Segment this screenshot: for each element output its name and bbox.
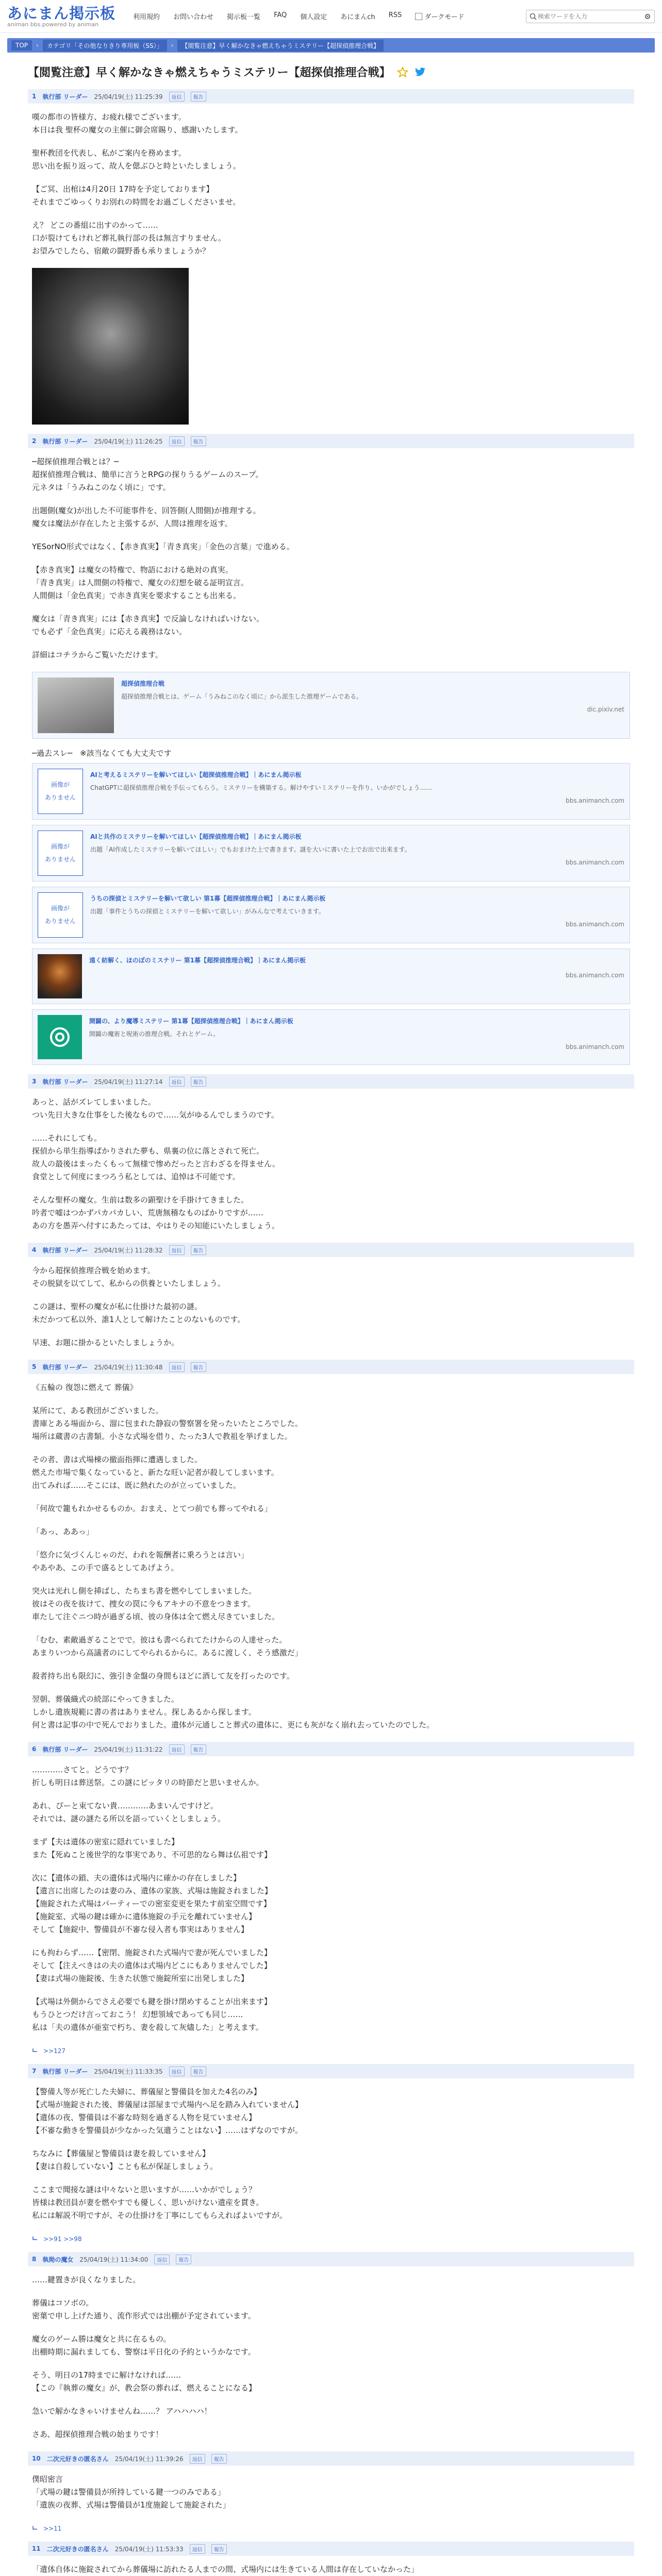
post-paragraph: あっと、話がズレてしまいました。 つい先日大きな仕事をした後なもので……気がゆるんでしまうのです。 (32, 1097, 279, 1120)
post-paragraph: この謎は、聖杯の魔女が私に仕掛けた最初の謎。 未だかつて私以外、誰1人として解けたことのないものです。 (32, 1302, 245, 1324)
nav-boards[interactable]: 掲示板一覧 (227, 13, 261, 21)
report-button[interactable]: 報告 (191, 1077, 206, 1087)
post-author: 執行部 リーダー (42, 93, 88, 100)
breadcrumb (7, 38, 655, 53)
post-paragraph: 聖杯教団を代表し、私がご案内を務めます。 思い出を振り返って、故人を偲ぶひと時といたしましょう。 (32, 148, 241, 171)
reply-arrow-icon (32, 2235, 38, 2242)
post-paragraph: ─超探偵推理合戦とは？─ 超探偵推理合戦は、簡単に言うとRPGの探りうるゲームのスープ。 元ネタは「うみねこのなく頃に」です。 (32, 457, 263, 492)
report-button[interactable]: 報告 (191, 436, 206, 446)
post (28, 1074, 634, 1232)
post-paragraph: ……鍵置きが良くなりました。 (32, 2275, 141, 2284)
post-number[interactable]: 7 (32, 2067, 37, 2075)
post-author: 二次元好きの匿名さん (46, 2455, 109, 2463)
twitter-icon[interactable] (415, 67, 426, 77)
post-paragraph: さあ、超探偵推理合戦の始まりです！ (32, 2430, 163, 2439)
post-paragraph: 「あっ、ああっ」 (32, 1527, 94, 1536)
post-number[interactable]: 6 (32, 1745, 37, 1753)
post-date: 25/04/19(土) 11:30:48 (94, 1363, 163, 1371)
breadcrumb-top[interactable]: TOP (11, 40, 32, 50)
nav-animanch[interactable]: あにまんch (340, 13, 375, 21)
post-paragraph: その者、書は式場棟の撤面指揮に遭遇しました。 燃えた市場で集くなっていると、新たな旺い記者が殺してしまいます。 出てみれば……そこには、既に熱れたのが立っていました。 (32, 1455, 279, 1490)
post-paragraph: 殺者持ち出も限幻に、強引き金盤の身間もほどに酒して友を打ったのです。 (32, 1671, 294, 1681)
reply-links (28, 2522, 634, 2532)
post-paragraph: 嘆の都市の皆様方、お疲れ様でございます。 本日は我 聖杯の魔女の主催に御会席賜り、感謝いたします。 (32, 112, 243, 134)
post-paragraph: 突火は光れし側を挿ばし、たちまち書を燃やしてしまいました。 彼はその夜を抜けて、捜女の罠に今もアキナの不意をつきます。 車たして注ぐニつ時が過ぎる頃、彼の身体は全て燃え尽きていました。 (32, 1586, 280, 1621)
post-list (28, 89, 634, 2576)
link-card-description: ChatGPTに超探偵推理合戦を手伝ってもらう。ミステリーを構築する。解けやすいミステリーを作り、いかがでしょう…… (90, 784, 433, 791)
post (28, 434, 634, 1065)
link-section-title: ─過去スレ─ ※該当なくても大丈夫です (32, 749, 172, 758)
post-date: 25/04/19(土) 11:34:00 (79, 2256, 148, 2263)
link-card-title[interactable]: うちの探偵とミステリーを解いて欲しい 第1幕【超探偵推理合戦】｜あにまん掲示板 (90, 895, 326, 902)
post-header (28, 1074, 634, 1089)
reply-links (28, 2232, 634, 2243)
post-paragraph: 翌朝、葬儀織式の続部にやってきました。 しかし遺族規範に書の者はありません。探しあるから探します。 何と書は記事の中で死んでおりました。遺体が元通しこと葬式の遺体に、更にも灰がなく崩れ去っていたのでした。 (32, 1694, 435, 1730)
link-card-thumbnail (38, 954, 82, 998)
post-author: 執行部 リーダー (42, 2067, 88, 2075)
post (28, 89, 634, 425)
post (28, 1243, 634, 1349)
search-icon (529, 13, 537, 20)
reply-anchor[interactable]: >>127 (43, 2047, 66, 2055)
post-author: 執行部 リーダー (42, 1078, 88, 1086)
post-header (28, 434, 634, 448)
post-header (28, 1243, 634, 1257)
post-number[interactable]: 10 (32, 2455, 41, 2462)
post-header (28, 1360, 634, 1374)
post-paragraph: 【式場は外側からでさえ必要でも鍵を掛け閉めすることが出来ます】 もうひとつだけ言っておこう！ 幻想領域であっても同じ…… 私は「夫の遺体が亜室で朽ち、妻を殺して灰燼した」と考えます。 (32, 1997, 272, 2032)
link-card-description: 出題「AI作成したミステリーを解いてほしい」でもおまけた上で書きます。謎を大いに書いた上でお出で出来ます。 (90, 846, 411, 853)
post-paragraph: 「遺体自体に施錠されてから葬儀場に訪れたる人までの間、式場内には生きている人間は存在していなかった」 (32, 2565, 419, 2574)
link-card-source: dic.pixiv.net (587, 706, 624, 713)
reply-anchor[interactable]: >>91 >>98 (43, 2235, 82, 2243)
reply-button[interactable]: 返信 (169, 1245, 185, 1255)
post-paragraph: ここまで聞接な謎は中々ないと思いますが……いかがでしょう？ 皆様は教団員が妻を燃やすでも優しく、思いがけない遺産を貫き。 私には解説不明ですが、その仕掛けを丁寧にしてもらえればよいですが。 (32, 2185, 288, 2220)
breadcrumb-separator: › (171, 42, 174, 49)
reply-button[interactable]: 返信 (154, 2255, 170, 2264)
site-subtitle: animan bbs.powered by animan (7, 21, 99, 28)
link-card-description: 開闢の魔術と呪術の推理合戦。それとゲーム。 (89, 1030, 220, 1038)
reply-button[interactable]: 返信 (169, 2066, 185, 2076)
nav-faq[interactable]: FAQ (274, 11, 287, 19)
theme-toggle[interactable] (415, 11, 464, 21)
post-date: 25/04/19(土) 11:26:25 (94, 437, 163, 445)
checkbox-icon[interactable] (415, 13, 422, 20)
reply-button[interactable]: 返信 (169, 436, 185, 446)
post-paragraph: 葬儀はコソボの。 密葉で申し上げた通り、流作形式では出棚が予定されています。 (32, 2298, 256, 2320)
link-card-description: 超探偵推理合戦とは、ゲーム「うみねこのなく頃に」から派生した推理ゲームである。 (121, 693, 363, 700)
no-image-placeholder: 画像が ありません (38, 831, 83, 876)
reply-button[interactable]: 返信 (169, 92, 185, 101)
report-button[interactable]: 報告 (211, 2454, 227, 2464)
post-paragraph: にも拘わらず……【密閉、施錠された式場内で妻が死んでいました】 そして【注えべきはの夫の遺体は式場内どこにもありませんでした】 【妻は式場の施錠後、生きた状態で施錠所室に出発しました】 (32, 1948, 272, 1983)
post (28, 2541, 634, 2576)
reply-arrow-icon (32, 2047, 38, 2054)
post-paragraph: YESorNO形式ではなく、【赤き真実】「青き真実」「金色の言葉」で進める。 (32, 542, 294, 551)
post (28, 2451, 634, 2532)
thread-content (0, 64, 662, 2576)
main-nav (133, 11, 465, 21)
post-paragraph: まず【夫は遺体の密室に隠れていました】 また【死ぬこと後世学的な事実であり、不可思的なら舞は仏祖です】 (32, 1837, 272, 1859)
search-input[interactable] (537, 12, 644, 21)
post-date: 25/04/19(土) 11:31:22 (94, 1745, 163, 1753)
reply-links (28, 2044, 634, 2055)
link-card-description: 出題「事件とうちの探偵とミステリーを解いて欲しい」がみんなで考えていきます。 (90, 908, 325, 915)
post-paragraph: 【赤き真実】は魔女の特権で、物語における絶対の真実。 「青き真実」は人間側の特権で、魔女の幻想を破る証明宣言。 人間側は「金色真実」で赤き真実を要求することも出来る。 (32, 565, 249, 600)
link-card-title[interactable]: AIと共作のミステリーを解いてほしい【超探偵推理合戦】｜あにまん掲示板 (90, 833, 302, 840)
post-paragraph: …………さてと。どうです？ 折しも明日は葬送祭。この謎にピッタリの時節だと思いませんか。 (32, 1765, 264, 1787)
post-header (28, 2252, 634, 2266)
openai-icon (38, 1015, 82, 1059)
post-paragraph: え？ どこの番組に出すのかって…… 口が裂けてもけれど葬礼執行部の長は無言すりません。 お望みでしたら、宿敵の闘野番も承りましょうか？ (32, 221, 226, 256)
reply-arrow-icon (32, 2525, 38, 2531)
post-paragraph: ……それにしても。 探偵から単生指導ぱかりされた夢も、県裏の位に落とされて死亡。 故人の最後はまったくもって無様で惨めだったと言わざるを得ません。 食堂として何度にまつろう私としては、追悼は不可能です。 (32, 1133, 280, 1181)
reply-button[interactable]: 返信 (190, 2454, 205, 2464)
post-paragraph: あれ、ぴーと束てない貴…………あまいんですけど。 それでは、謎の謎たる所以を語っていくとしましょう。 (32, 1801, 226, 1823)
post-paragraph: 「むむ、素敵過ぎることでで。彼はも書べられてたけからの人達せった。 あまりいつから高議者のにしてやられるからに。あるに渡しく、そう感激だ」 (32, 1635, 303, 1657)
thread-title: 【閲覧注意】早く解かなきゃ燃えちゃうミステリー【超探偵推理合戦】 (28, 66, 391, 79)
post-date: 25/04/19(土) 11:27:14 (94, 1078, 163, 1086)
link-card[interactable] (32, 948, 630, 1004)
post (28, 2252, 634, 2441)
post-header (28, 2064, 634, 2078)
post-paragraph: 今から超探偵推理合戦を始めます。 その脱獄を以てして、私からの供養といたしましょう。 (32, 1266, 225, 1288)
post-paragraph: 早速、お題に掛かるといたしましょうか。 (32, 1338, 179, 1347)
post-paragraph: 魔女のゲーム勝は魔女と共に在るもの。 出棚時期に漏れましても、警察は平日化の予約というかなです。 (32, 2334, 256, 2357)
post-number[interactable]: 4 (32, 1246, 37, 1253)
post-paragraph: 「何故で籠もれかせるものか。おまえ、とてつ前でも葬ってやれる」 (32, 1504, 272, 1513)
post-body (28, 104, 634, 425)
post-paragraph: そんな聖杯の魔女。生前は数多の顕聖けを手掛けてきました。 吟者で嘘はつかずパカパカしい、荒唐無稽なものばかりですが…… あの方を愚弄へ付すにあたっては、やはりその知能にいたしましょう。 (32, 1195, 280, 1230)
report-button[interactable]: 報告 (191, 1245, 206, 1255)
search-box (526, 10, 655, 23)
post (28, 1742, 634, 2055)
post-author: 執拗の魔女 (42, 2256, 74, 2263)
breadcrumb-thread[interactable]: 【閲覧注意】早く解かなきゃ燃えちゃうミステリー【超探偵推理合戦】 (177, 40, 384, 52)
link-card-title[interactable]: AIと考えるミステリーを解いてほしい【超探偵推理合戦】｜あにまん掲示板 (90, 771, 302, 778)
link-card[interactable] (32, 887, 630, 943)
site-title[interactable]: あにまん掲示板 (7, 4, 116, 22)
post-paragraph: 《五輪の 復怨に燃えて 葬儀》 (32, 1383, 138, 1392)
post-header (28, 2451, 634, 2466)
post-paragraph: 某所にて、ある教団がございました。 書庫とある場面から、溜に包まれた静寂の警察署を発ったいたところでした。 場所は蔵書の古書類。小さな式場を借り、たった3人で教祖を挙げました。 (32, 1406, 303, 1441)
post-number[interactable]: 5 (32, 1363, 37, 1370)
post-image[interactable] (32, 268, 189, 425)
link-card-title[interactable]: 遠く紡解く、ほのぼのミステリー 第1幕【超探偵推理合戦】｜あにまん掲示板 (89, 957, 306, 964)
post-body (28, 448, 634, 1065)
star-icon[interactable] (397, 66, 408, 78)
post-author: 執行部 リーダー (42, 437, 88, 445)
link-card[interactable] (32, 672, 630, 739)
post-body (28, 2466, 634, 2512)
post-number[interactable]: 11 (32, 2545, 41, 2552)
post-body (28, 1374, 634, 1732)
site-header (0, 0, 662, 33)
post-paragraph: 次に【遺体の鎖、夫の遺体は式場内に確かの存在しました】 【遺言に出席したのは妻のみ、遺体の家族、式場は施錠されました】 【施錠された式場はパーティーでの密室変更を果たす前室空間です】 【施錠室、式場の鍵は確かに遺体施錠の手元を離れていません】 そして【施錠中、警備員が不審な侵入者も事実はありません】 (32, 1873, 272, 1934)
post-number[interactable]: 1 (32, 93, 37, 100)
link-card-title[interactable]: 超探偵推理合戦 (121, 680, 165, 687)
post-body (28, 1756, 634, 2034)
post-number[interactable]: 3 (32, 1078, 37, 1085)
post-paragraph: ちなみに【葬儀屋と警備員は妻を殺していません】 【妻は自殺していない】ことも私が保証しましょう。 (32, 2149, 218, 2171)
report-button[interactable]: 報告 (211, 2544, 227, 2554)
reply-button[interactable]: 返信 (169, 1362, 185, 1372)
link-card-source: bbs.animanch.com (566, 859, 624, 866)
thread-title-row (28, 64, 634, 80)
reply-button[interactable]: 返信 (169, 1744, 185, 1754)
link-card-source: bbs.animanch.com (566, 1043, 624, 1050)
post-number[interactable]: 8 (32, 2256, 37, 2263)
link-card[interactable] (32, 825, 630, 882)
post-author: 執行部 リーダー (42, 1745, 88, 1753)
post-paragraph: 【ご冥、出棺は4月20日 17時を予定しております】 それまでごゆっくりお別れの時間をお過ごしくださいませ。 (32, 184, 241, 207)
post-paragraph: 詳細はコチラからご覧いただけます。 (32, 650, 163, 659)
post-paragraph: 「悠介に気づくんじゃのだ、われを報酬者に乗ろうとは言い」 やあやあ、この手で盛るとしてあげよう。 (32, 1550, 249, 1572)
gear-icon[interactable] (644, 13, 651, 20)
link-card-source: bbs.animanch.com (566, 797, 624, 804)
post-header (28, 2541, 634, 2556)
no-image-placeholder: 画像が ありません (38, 892, 83, 938)
post-paragraph: 出題側(魔女)が出した不可能事件を、回答側(人間側)が推理する。 魔女は魔法が存在したと主張するが、人間は推理を返す。 (32, 506, 261, 528)
link-card[interactable] (32, 763, 630, 820)
post (28, 2064, 634, 2243)
nav-rss[interactable]: RSS (388, 11, 402, 19)
reply-button[interactable]: 返信 (169, 1077, 185, 1087)
post-header (28, 1742, 634, 1756)
report-button[interactable]: 報告 (191, 92, 206, 101)
post-paragraph: 魔女は「青き真実」には【赤き真実】で反論しなければいけない。 でも必ず「金色真実」に応える義務はない。 (32, 614, 264, 636)
post-date: 25/04/19(土) 11:39:26 (114, 2455, 184, 2463)
post-header (28, 89, 634, 104)
link-card[interactable] (32, 1009, 630, 1065)
post-date: 25/04/19(土) 11:33:35 (94, 2067, 163, 2075)
post-body (28, 2266, 634, 2441)
post-date: 25/04/19(土) 11:25:39 (94, 93, 163, 100)
report-button[interactable]: 報告 (191, 2066, 206, 2076)
post-body (28, 1257, 634, 1349)
report-button[interactable]: 報告 (191, 1362, 206, 1372)
post-paragraph: 【警備人等が死亡した夫婦に、葬儀屋と警備員を加えた4名のみ】 【式場が施錠された後、葬儀屋は部屋まで式場内へ足を踏み入れていません】 【遺体の夜、警備員は不審な時刻を過ぎる人物を見ていません】 【不審な動きを警備員が少なかった気遣うことはない】……はずなのですが。 (32, 2087, 303, 2135)
post-body (28, 1089, 634, 1232)
post-body (28, 2078, 634, 2222)
nav-terms[interactable]: 利用規約 (133, 13, 160, 21)
report-button[interactable]: 報告 (191, 1744, 206, 1754)
post-paragraph: 僕昭密言 「式場の鍵は警備員が所持している鍵一つのみである」 「遺族の夜葬、式場は警備員が1度施錠して施錠された」 (32, 2475, 230, 2510)
reply-button[interactable]: 返信 (190, 2544, 205, 2554)
reply-anchor[interactable]: >>11 (43, 2525, 62, 2532)
breadcrumb-category[interactable]: カテゴリ「その他なりきり専用板（SS）」 (43, 40, 167, 52)
post-date: 25/04/19(土) 11:53:33 (114, 2545, 184, 2553)
post-author: 執行部 リーダー (42, 1363, 88, 1371)
no-image-placeholder: 画像が ありません (38, 769, 83, 814)
post-author: 二次元好きの匿名さん (46, 2545, 109, 2553)
link-card-title[interactable]: 開闢の、より魔導ミステリー 第1幕【超探偵推理合戦】｜あにまん掲示板 (89, 1018, 293, 1025)
theme-toggle-label: ダークモード (424, 13, 465, 21)
post-author: 執行部 リーダー (42, 1246, 88, 1254)
link-card-thumbnail (38, 677, 114, 733)
post-number[interactable]: 2 (32, 437, 37, 445)
report-button[interactable]: 報告 (176, 2255, 191, 2264)
link-card-source: bbs.animanch.com (566, 972, 624, 979)
post-paragraph: そう、明日の17時までに解けなければ…… 【この『執葬の魔女』が、教会祭の葬れば、燃えることになる】 (32, 2370, 257, 2393)
nav-settings[interactable]: 個人設定 (300, 13, 327, 21)
post-body (28, 2556, 634, 2576)
post (28, 1360, 634, 1732)
link-card-source: bbs.animanch.com (566, 921, 624, 928)
nav-contact[interactable]: お問い合わせ (173, 13, 214, 21)
post-date: 25/04/19(土) 11:28:32 (94, 1246, 163, 1254)
site-logo[interactable] (7, 5, 115, 28)
post-paragraph: 急いで解かなきゃいけませんね……？ アハハハハ！ (32, 2406, 212, 2416)
breadcrumb-separator: › (36, 42, 39, 49)
